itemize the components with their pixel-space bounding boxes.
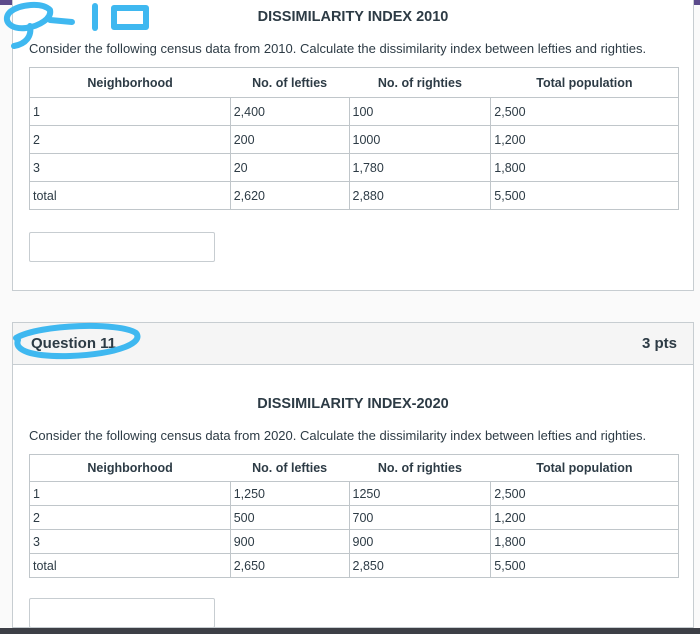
column-header: Total population <box>491 455 679 482</box>
question-title: Question 11 <box>31 335 117 352</box>
table-cell: 2,650 <box>230 554 349 578</box>
table-cell: 3 <box>30 530 231 554</box>
column-header: Neighborhood <box>30 455 231 482</box>
table-cell: 700 <box>349 506 491 530</box>
table-cell: 100 <box>349 98 491 126</box>
table-row <box>30 530 679 554</box>
table-cell: 2,620 <box>230 182 349 210</box>
table-cell: 1,800 <box>491 530 679 554</box>
table-cell: 2 <box>30 126 231 154</box>
table-cell: 2,850 <box>349 554 491 578</box>
column-header: No. of righties <box>349 455 491 482</box>
table-cell: 5,500 <box>491 182 679 210</box>
table-cell: 20 <box>230 154 349 182</box>
table-row <box>30 98 679 126</box>
table-cell: 1,200 <box>491 506 679 530</box>
table-cell: 2,500 <box>491 98 679 126</box>
question-intro: Consider the following census data from 2010. Calculate the dissimilarity index between lefties and righties. <box>29 41 647 56</box>
column-header: Neighborhood <box>30 68 231 98</box>
census-table-2010 <box>29 67 679 210</box>
question-header <box>13 323 693 365</box>
answer-input[interactable] <box>29 598 215 628</box>
table-cell: 900 <box>230 530 349 554</box>
table-cell: 500 <box>230 506 349 530</box>
table-cell: 1250 <box>349 482 491 506</box>
column-header: No. of lefties <box>230 68 349 98</box>
table-cell: 1,780 <box>349 154 491 182</box>
table-cell: 2 <box>30 506 231 530</box>
table-row <box>30 182 679 210</box>
table-cell: 2,880 <box>349 182 491 210</box>
table-cell: 2,400 <box>230 98 349 126</box>
table-row <box>30 506 679 530</box>
table-row <box>30 154 679 182</box>
table-cell: 5,500 <box>491 554 679 578</box>
table-cell: 1,250 <box>230 482 349 506</box>
question-card-11 <box>12 322 694 628</box>
question-heading: DISSIMILARITY INDEX 2010 <box>257 9 449 25</box>
table-cell: 1,200 <box>491 126 679 154</box>
column-header: No. of lefties <box>230 455 349 482</box>
table-cell: 200 <box>230 126 349 154</box>
column-header: No. of righties <box>349 68 491 98</box>
bottom-bar <box>0 628 700 634</box>
table-cell: 1000 <box>349 126 491 154</box>
question-heading: DISSIMILARITY INDEX-2020 <box>257 396 449 412</box>
question-points: 3 pts <box>641 335 677 352</box>
table-cell: total <box>30 554 231 578</box>
table-cell: 1,800 <box>491 154 679 182</box>
question-intro: Consider the following census data from 2020. Calculate the dissimilarity index between lefties and righties. <box>29 428 647 443</box>
table-row <box>30 126 679 154</box>
table-row <box>30 554 679 578</box>
table-cell: 1 <box>30 98 231 126</box>
table-cell: 3 <box>30 154 231 182</box>
census-table-2020 <box>29 454 679 578</box>
table-cell: 2,500 <box>491 482 679 506</box>
table-cell: 900 <box>349 530 491 554</box>
column-header: Total population <box>491 68 679 98</box>
question-card-10 <box>12 0 694 291</box>
table-header-row <box>30 455 679 482</box>
answer-input[interactable] <box>29 232 215 262</box>
table-header-row <box>30 68 679 98</box>
table-row <box>30 482 679 506</box>
table-cell: 1 <box>30 482 231 506</box>
table-cell: total <box>30 182 231 210</box>
